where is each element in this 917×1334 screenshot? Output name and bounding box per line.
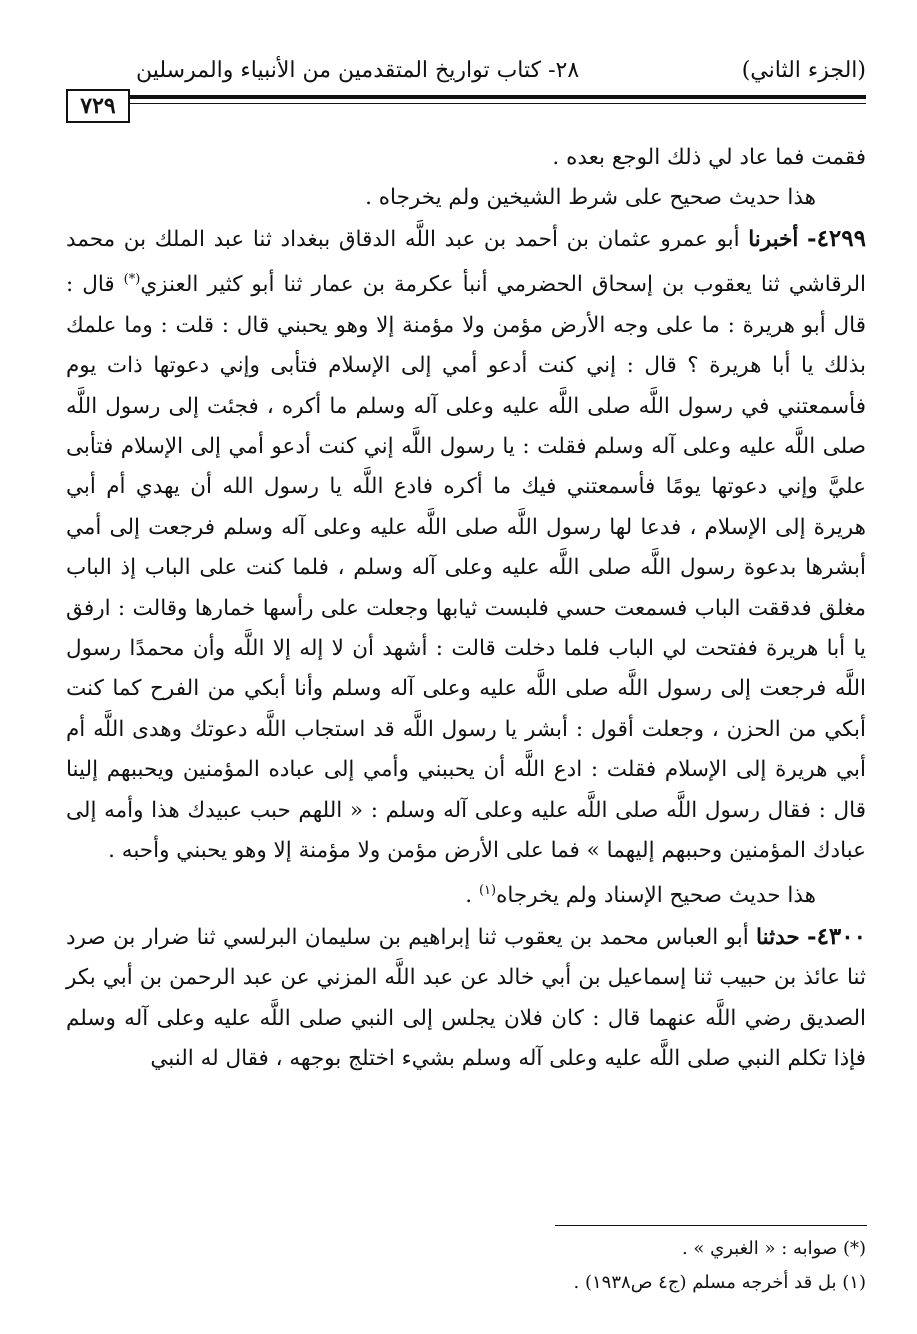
main-text: [66, 138, 866, 1080]
paragraph-grade: هذا حديث صحيح على شرط الشيخين ولم يخرجاه .: [365, 185, 816, 211]
matn-text: قال : قال أبو هريرة : ما على وجه الأرض مؤمن ولا مؤمنة إلا وهو يحبني قال : قلت : وما علمك بذلك يا أبا هريرة ؟ قال : إني كنت أدعو أمي إلى الإسلام فتأبى وإني دعوتها ذات يوم فأسمعتني في رسول اللَّه صلى اللَّه عليه وعلى آله وسلم ما أكره ، فجئت إلى رسول اللَّه صلى اللَّه عليه وعلى آله وسلم فقلت : يا رسول اللَّه إني كنت أدعو أمي إلى الإسلام فتأبى عليَّ وإني دعوتها يومًا فأسمعتني فيك ما أكره فادع اللَّه يا رسول الله أن يهدي أم أبي هريرة إلى الإسلام ، فدعا لها رسول اللَّه صلى اللَّه عليه وعلى آله وسلم فرجعت إلى أمي أبشرها بدعوة رسول اللَّه صلى اللَّه عليه وعلى آله وسلم ، فلما كنت على الباب إذ الباب مغلق فدققت الباب فسمعت حسي فلبست ثيابها وجعلت على رأسها خمارها وقالت : ارفق يا أبا هريرة ففتحت لي الباب فلما دخلت قالت : أشهد أن لا إله إلا اللَّه وأن محمدًا رسول اللَّه فرجعت إلى رسول اللَّه صلى اللَّه عليه وعلى آله وسلم وأنا أبكي من الفرح كما كنت أبكي من الحزن ، وجعلت أقول : أبشر يا رسول اللَّه قد استجاب اللَّه دعوتك وهدى اللَّه أم أبي هريرة إلى الإسلام فقلت : ادع اللَّه أن يحببني وأمي إلى عباده المؤمنين ويحببهم إلينا قال : فقال رسول اللَّه صلى اللَّه عليه وعلى آله وسلم : « اللهم حبب عبيدك هذا وأمه إلى عبادك المؤمنين وحببهم إليهما » فما على الأرض مؤمن ولا مؤمنة إلا وهو يحبني وأحبه .: [66, 272, 866, 864]
footnote-one: (١) بل قد أخرجه مسلم (ج٤ ص١٩٣٨) .: [573, 1272, 866, 1293]
hadith-4300: [66, 917, 866, 1080]
hadith-number: ٤٣٠٠-: [807, 923, 866, 951]
footnote-mark: (١): [478, 883, 497, 899]
running-header: [66, 58, 866, 92]
page-number: ٧٢٩: [66, 89, 130, 123]
hadith-number: ٤٢٩٩-: [807, 224, 866, 252]
transmission-verb: حدثنا: [756, 925, 800, 951]
grade-text: هذا حديث صحيح الإسناد ولم يخرجاه: [496, 883, 816, 909]
grade-end: .: [465, 883, 479, 909]
header-rule: [66, 89, 866, 123]
isnad-text: أبو عمرو عثمان بن أحمد بن عبد اللَّه الدقاق ببغداد ثنا عبد الملك بن محمد الرقاشي ثنا يعقوب بن إسحاق الحضرمي أنبأ عكرمة بن عمار ثنا أبو كثير العنزي: [66, 226, 866, 298]
footnote-mark: (*): [123, 272, 141, 288]
header-rule-thick: [130, 95, 866, 99]
footnotes: [66, 1232, 866, 1300]
paragraph-grade-4299: [66, 871, 866, 917]
volume-label: (الجزء الثاني): [741, 58, 866, 83]
paragraph-closing: فقمت فما عاد لي ذلك الوجع بعده .: [552, 145, 866, 170]
header-rule-thin: [130, 103, 866, 104]
footnote-star: (*) صوابه : « الغبري » .: [681, 1238, 866, 1259]
hadith-4299: [66, 219, 866, 872]
isnad-text: أبو العباس محمد بن يعقوب ثنا إبراهيم بن سليمان البرلسي ثنا ضرار بن صرد ثنا عائذ بن حبيب ثنا إسماعيل بن أبي خالد عن عبد اللَّه المزني عن عبد الرحمن بن أبي بكر الصديق رضي اللَّه عنهما قال : كان فلان يجلس إلى النبي صلى اللَّه عليه وعلى آله وسلم فإذا تكلم النبي صلى اللَّه عليه وعلى آله وسلم بشيء اختلج بوجهه ، فقال له النبي: [66, 925, 866, 1072]
footnote-divider: [555, 1225, 867, 1226]
transmission-verb: أخبرنا: [748, 226, 799, 252]
book-title: ٢٨- كتاب تواريخ المتقدمين من الأنبياء والمرسلين: [136, 58, 580, 83]
